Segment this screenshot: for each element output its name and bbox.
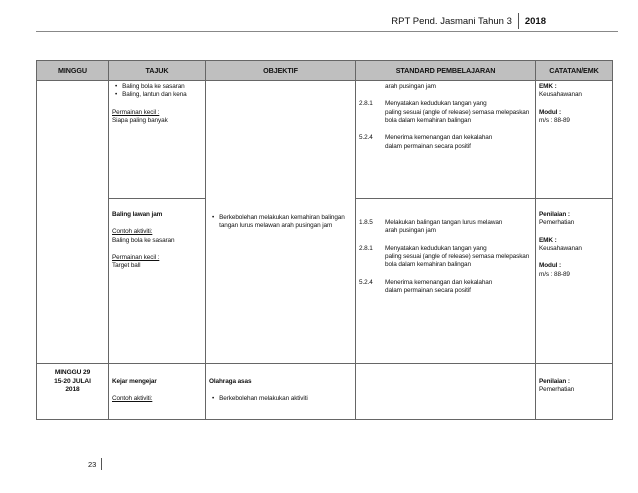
- rpt-table: [36, 60, 613, 420]
- list-item: • Baling bola ke sasaran: [115, 83, 185, 90]
- modul-value: m/s : 88-89: [539, 270, 570, 278]
- standard-cell: 1.8.5 Melakukan balingan tangan lurus melawan arah pusingan jam 2.8.1 Menyatakan kedudukan tangan yang paling sesuai (angle of release) semasa melepaskan bola dalam kemahiran balingan 5.2.4 Menerima kemenangan dan kekalahan dalam permainan secara positif: [356, 199, 536, 364]
- tajuk-cell: [109, 81, 206, 199]
- emk-label: EMK :: [539, 236, 557, 244]
- list-item: • Berkebolehan melakukan kemahiran balingan tangan lurus melawan arah pusingan jam: [212, 213, 345, 229]
- standard-item: 5.2.4 Menerima kemenangan dan kekalahan: [359, 134, 493, 142]
- footer-separator: [101, 458, 102, 470]
- modul-value: m/s : 88-89: [539, 116, 570, 124]
- standard-item: 1.8.5 Melakukan balingan tangan lurus melawan: [359, 219, 503, 226]
- list-item: • Berkebolehan melakukan aktiviti: [212, 395, 308, 403]
- modul-label: Modul :: [539, 262, 562, 270]
- penilaian-label: Penilaian :: [539, 211, 570, 218]
- table-row: [37, 81, 613, 199]
- objektif-cell: [206, 81, 356, 364]
- col-minggu: MINGGU: [37, 61, 109, 81]
- emk-value: Keusahawanan: [539, 244, 582, 252]
- minggu-cell: MINGGU 29 15-20 JULAI 2018: [37, 364, 109, 420]
- table-row: [37, 364, 613, 420]
- header-title: RPT Pend. Jasmani Tahun 3: [391, 15, 512, 27]
- catatan-cell: [536, 199, 613, 364]
- emk-label: EMK :: [539, 83, 557, 90]
- header-separator: [518, 13, 519, 29]
- contoh-label: Contoh aktiviti:: [112, 228, 153, 236]
- standard-cell-empty: [356, 364, 536, 420]
- contoh-label: Contoh aktiviti:: [112, 395, 153, 403]
- list-item: • Baling, lantun dan kena: [115, 91, 187, 99]
- header-year: 2018: [524, 15, 546, 27]
- tajuk-cell: [109, 364, 206, 420]
- standard-continuation: arah pusingan jam: [385, 83, 436, 90]
- catatan-cell: [536, 364, 613, 420]
- page-number: 23: [88, 459, 97, 469]
- permainan-value: Siapa paling banyak: [112, 116, 168, 124]
- page-footer: [88, 458, 102, 470]
- header-rule: [36, 31, 618, 32]
- tajuk-cell: [109, 199, 206, 364]
- permainan-label: Permainan kecil :: [112, 253, 160, 261]
- standard-item: 2.8.1 Menyatakan kedudukan tangan yang: [359, 100, 487, 108]
- objektif-title: Olahraga asas: [209, 378, 252, 385]
- minggu-cell-empty: [37, 81, 109, 364]
- permainan-value: Target ball: [112, 262, 141, 270]
- col-catatan: CATATAN/EMK: [536, 61, 613, 81]
- permainan-label: Permainan kecil :: [112, 108, 160, 116]
- col-objektif: OBJEKTIF: [206, 61, 356, 81]
- page-header: [391, 13, 546, 29]
- table-header-row: [37, 61, 613, 81]
- objektif-cell: [206, 364, 356, 420]
- penilaian-label: Penilaian :: [539, 378, 570, 385]
- col-tajuk: TAJUK: [109, 61, 206, 81]
- modul-label: Modul :: [539, 108, 562, 116]
- standard-item: 5.2.4 Menerima kemenangan dan kekalahan: [359, 278, 493, 286]
- penilaian-value: Pemerhatian: [539, 219, 575, 227]
- catatan-cell: [536, 81, 613, 199]
- standard-cell: arah pusingan jam 2.8.1 Menyatakan kedudukan tangan yang paling sesuai (angle of release) semasa melepaskan bola dalam kemahiran balingan 5.2.4 Menerima kemenangan dan kekalahan dalam permainan secara positif: [356, 81, 536, 199]
- tajuk-title: Baling lawan jam: [112, 211, 163, 218]
- tajuk-title: Kejar mengejar: [112, 378, 157, 385]
- emk-value: Keusahawanan: [539, 91, 582, 99]
- contoh-value: Baling bola ke sasaran: [112, 236, 175, 244]
- col-standard: STANDARD PEMBELAJARAN: [356, 61, 536, 81]
- penilaian-value: Pemerhatian: [539, 386, 575, 394]
- standard-item: 2.8.1 Menyatakan kedudukan tangan yang: [359, 244, 487, 252]
